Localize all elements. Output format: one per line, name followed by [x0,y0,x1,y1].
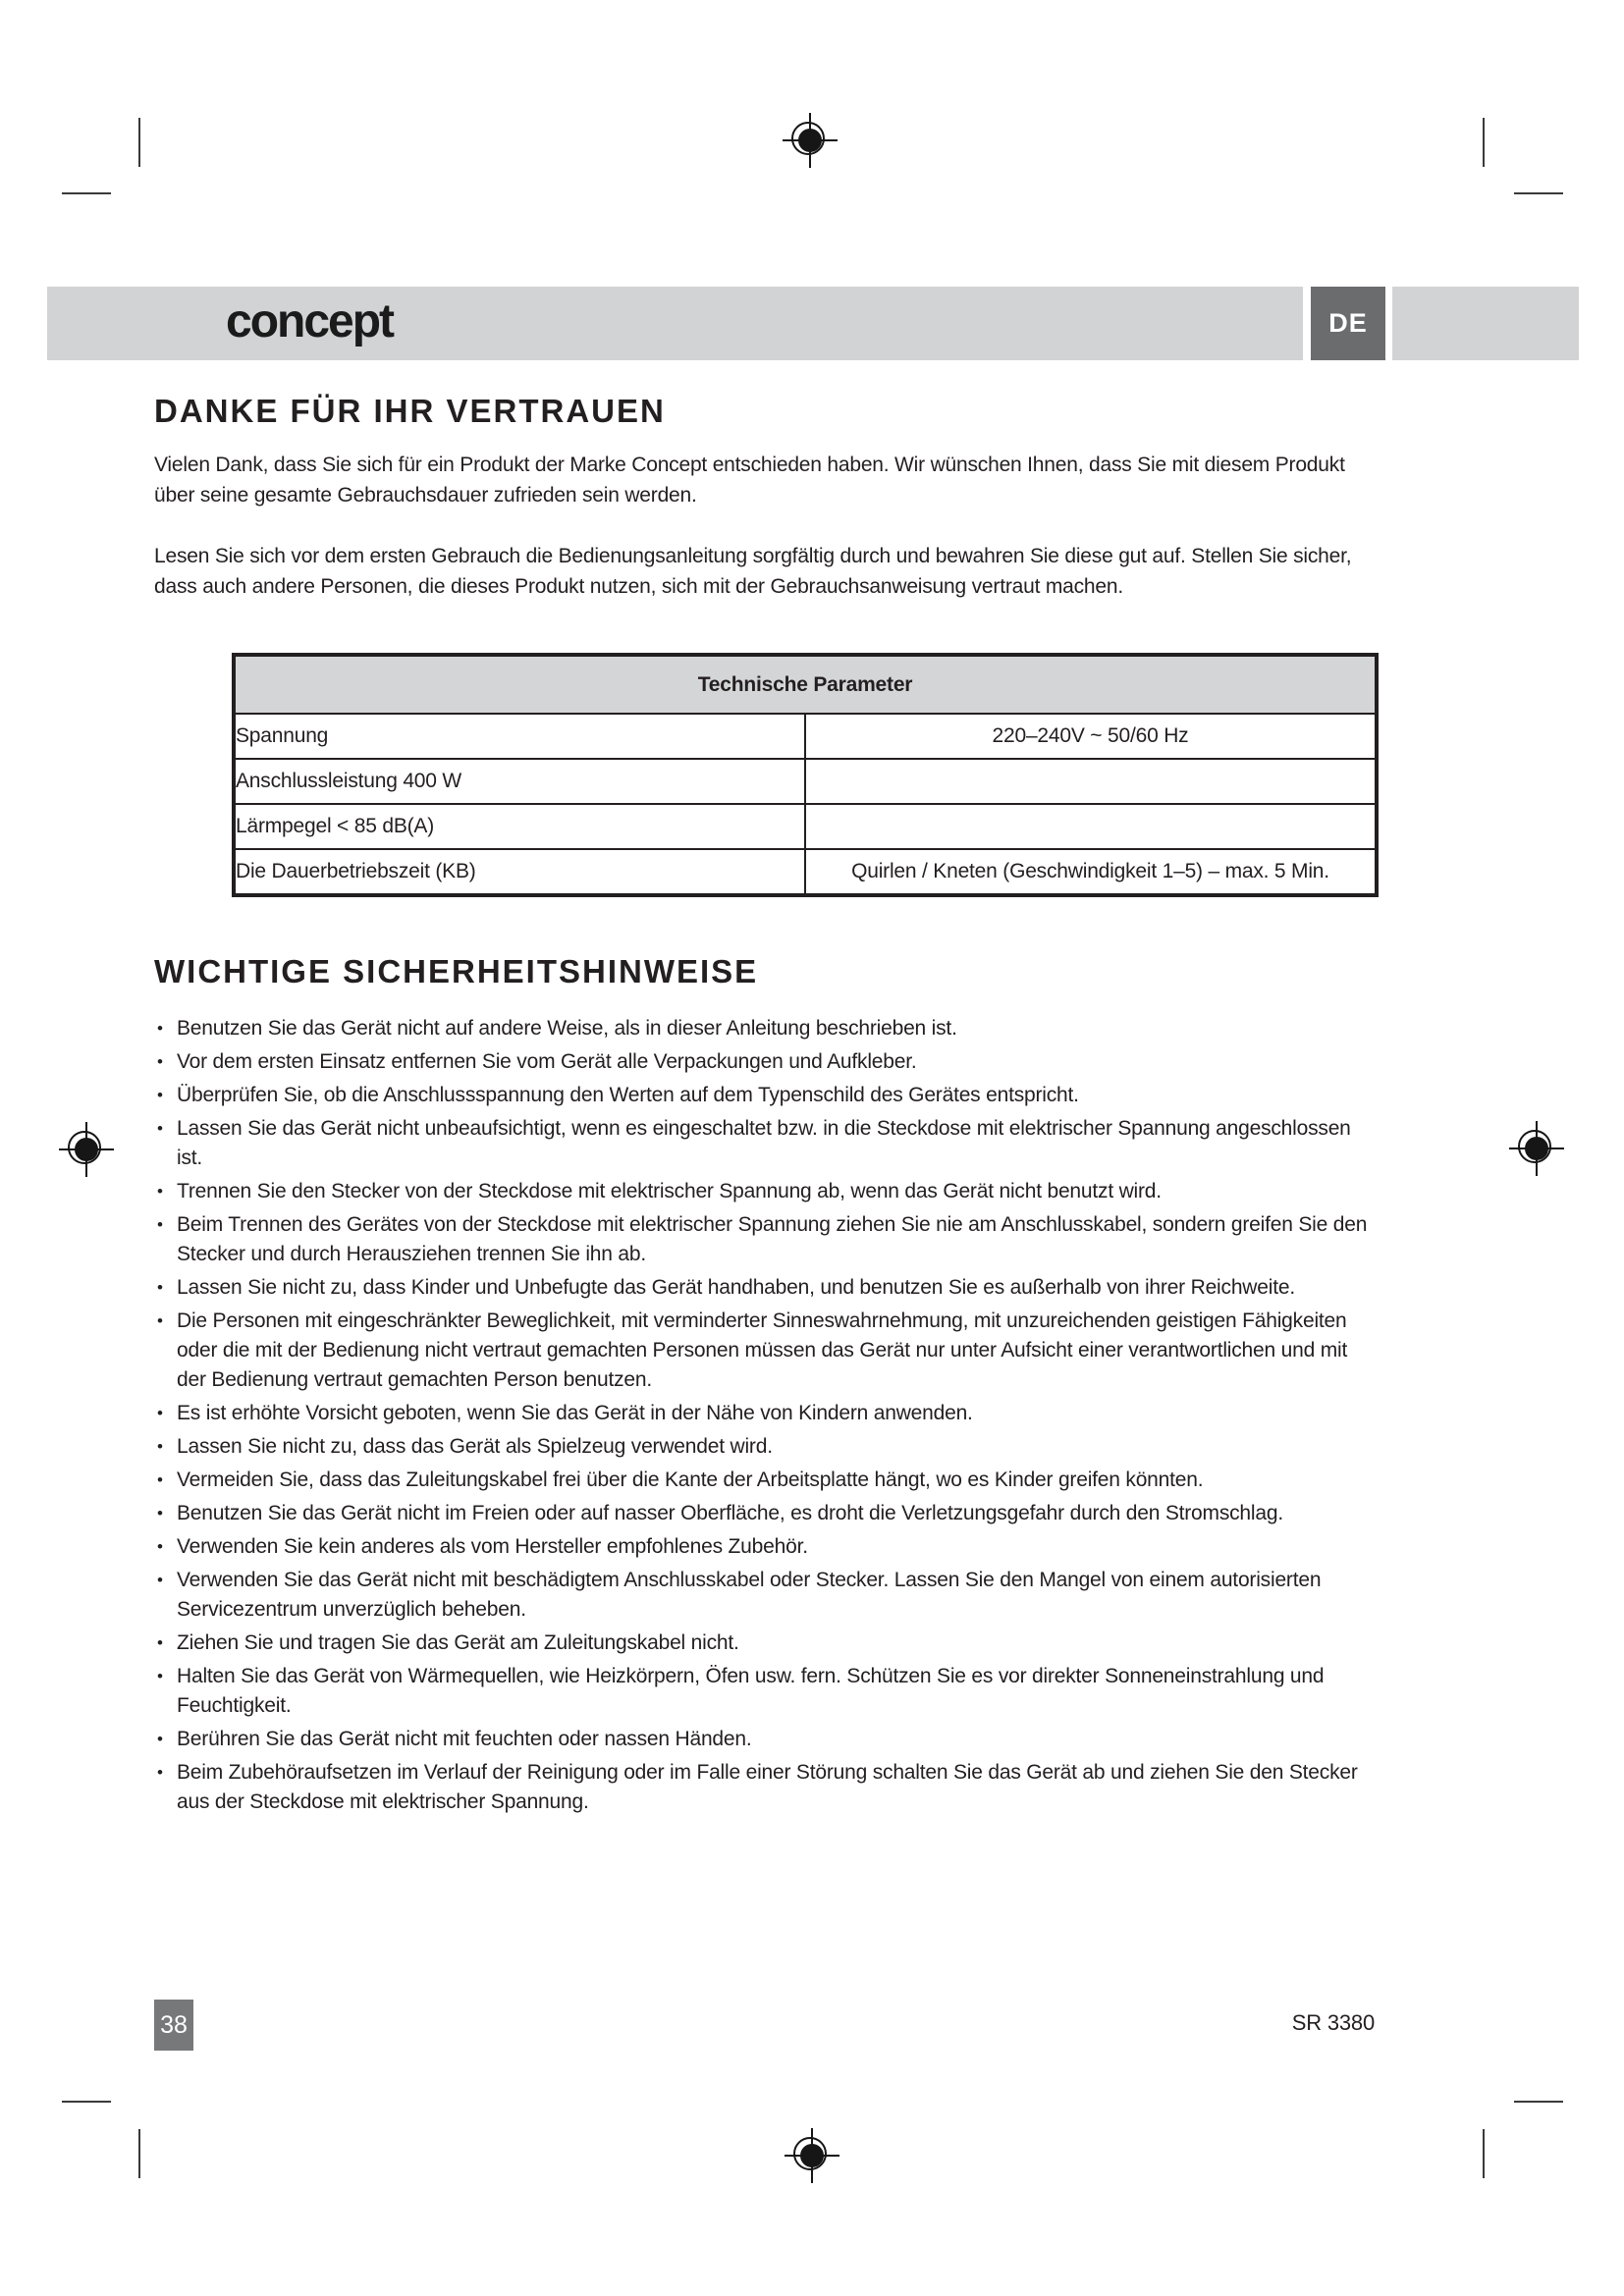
table-header-cell: Technische Parameter [234,655,1377,714]
list-item: • Die Personen mit eingeschränkter Beweglichkeit, mit verminderter Sinneswahrnehmung, mit unzureichenden geistigen Fähigkeiten oder die mit der Bedienung nicht vertraut gemachten Personen müssen das Gerät nur unter Aufsicht einer verantwortlichen und mit der Bedienung vertraut gemachten Person benutzen. [154,1307,1377,1395]
model-number: SR 3380 [1291,2010,1375,2035]
crop-mark-bottom-right-horizontal [1514,2101,1563,2103]
safety-instructions-list [154,1014,1377,1817]
table-row [234,804,1377,849]
table-cell-value [805,804,1377,849]
page-number-badge: 38 [154,2000,193,2051]
list-item: • Lassen Sie das Gerät nicht unbeaufsichtigt, wenn es eingeschaltet bzw. in die Steckdose mit elektrischer Spannung angeschlossen ist. [154,1114,1377,1173]
table-row [234,759,1377,804]
language-badge: DE [1311,287,1385,360]
list-item: • Benutzen Sie das Gerät nicht auf andere Weise, als in dieser Anleitung beschrieben ist. [154,1014,1377,1043]
list-item: • Es ist erhöhte Vorsicht geboten, wenn Sie das Gerät in der Nähe von Kindern anwenden. [154,1399,1377,1428]
safety-title: WICHTIGE SICHERHEITSHINWEISE [154,953,759,989]
crop-mark-bottom-right-vertical [1483,2129,1485,2178]
list-item: • Halten Sie das Gerät von Wärmequellen, wie Heizkörpern, Öfen usw. fern. Schützen Sie es vor direkter Sonneneinstrahlung und Feuchtigkeit. [154,1662,1377,1721]
table-cell-label: Anschlussleistung 400 W [234,759,805,804]
list-item: • Lassen Sie nicht zu, dass das Gerät als Spielzeug verwendet wird. [154,1432,1377,1462]
list-item: • Verwenden Sie das Gerät nicht mit beschädigtem Anschlusskabel oder Stecker. Lassen Sie den Mangel von einem autorisierten Servicezentrum unverzüglich beheben. [154,1566,1377,1625]
table-header-row [234,655,1377,714]
crop-mark-top-left-horizontal [62,192,111,194]
crop-mark-top-right-vertical [1483,118,1485,167]
header-bar-right-segment [1392,287,1579,360]
intro-paragraph-2: Lesen Sie sich vor dem ersten Gebrauch die Bedienungsanleitung sorgfältig durch und bewahren Sie diese gut auf. Stellen Sie sicher, dass auch andere Personen, die dieses Produkt nutzen, sich mit der Gebrauchsanweisung vertraut machen. [154,545,1352,598]
list-item: • Überprüfen Sie, ob die Anschlussspannung den Werten auf dem Typenschild des Gerätes entspricht. [154,1081,1377,1110]
crop-mark-top-right-horizontal [1514,192,1563,194]
crop-mark-bottom-left-horizontal [62,2101,111,2103]
list-item: • Lassen Sie nicht zu, dass Kinder und Unbefugte das Gerät handhaben, und benutzen Sie es außerhalb von ihrer Reichweite. [154,1273,1377,1303]
registration-mark-left-icon [59,1122,114,1177]
technical-parameters-table [232,653,1379,897]
list-item: • Trennen Sie den Stecker von der Steckdose mit elektrischer Spannung ab, wenn das Gerät nicht benutzt wird. [154,1177,1377,1206]
table-cell-label: Spannung [234,714,805,759]
table-row [234,714,1377,759]
table-cell-value [805,759,1377,804]
registration-mark-right-icon [1509,1121,1564,1176]
table-row [234,849,1377,895]
list-item: • Beim Zubehöraufsetzen im Verlauf der Reinigung oder im Falle einer Störung schalten Sie das Gerät ab und ziehen Sie den Stecker aus der Steckdose mit elektrischer Spannung. [154,1758,1377,1817]
list-item: • Beim Trennen des Gerätes von der Steckdose mit elektrischer Spannung ziehen Sie nie am Anschlusskabel, sondern greifen Sie den Stecker und durch Herausziehen trennen Sie ihn ab. [154,1210,1377,1269]
table-cell-value: Quirlen / Kneten (Geschwindigkeit 1–5) – max. 5 Min. [805,849,1377,895]
intro-title: DANKE FÜR IHR VERTRAUEN [154,393,666,429]
crop-mark-bottom-left-vertical [138,2129,140,2178]
brand-logo: concept [226,295,394,347]
list-item: • Berühren Sie das Gerät nicht mit feuchten oder nassen Händen. [154,1725,1377,1754]
crop-mark-top-left-vertical [138,118,140,167]
header-bar [47,287,1303,360]
table-cell-value: 220–240V ~ 50/60 Hz [805,714,1377,759]
list-item: • Vermeiden Sie, dass das Zuleitungskabel frei über die Kante der Arbeitsplatte hängt, wo es Kinder greifen könnten. [154,1466,1377,1495]
table-cell-label: Lärmpegel < 85 dB(A) [234,804,805,849]
table-cell-label: Die Dauerbetriebszeit (KB) [234,849,805,895]
registration-mark-bottom-icon [785,2128,839,2183]
page-content [154,393,1377,1821]
list-item: • Benutzen Sie das Gerät nicht im Freien oder auf nasser Oberfläche, es droht die Verletzungsgefahr durch den Stromschlag. [154,1499,1377,1528]
list-item: • Verwenden Sie kein anderes als vom Hersteller empfohlenes Zubehör. [154,1532,1377,1562]
list-item: • Vor dem ersten Einsatz entfernen Sie vom Gerät alle Verpackungen und Aufkleber. [154,1047,1377,1077]
list-item: • Ziehen Sie und tragen Sie das Gerät am Zuleitungskabel nicht. [154,1629,1377,1658]
intro-paragraph-1: Vielen Dank, dass Sie sich für ein Produkt der Marke Concept entschieden haben. Wir wünschen Ihnen, dass Sie mit diesem Produkt über seine gesamte Gebrauchsdauer zufrieden sein werden. [154,454,1345,507]
registration-mark-top-icon [783,113,838,168]
